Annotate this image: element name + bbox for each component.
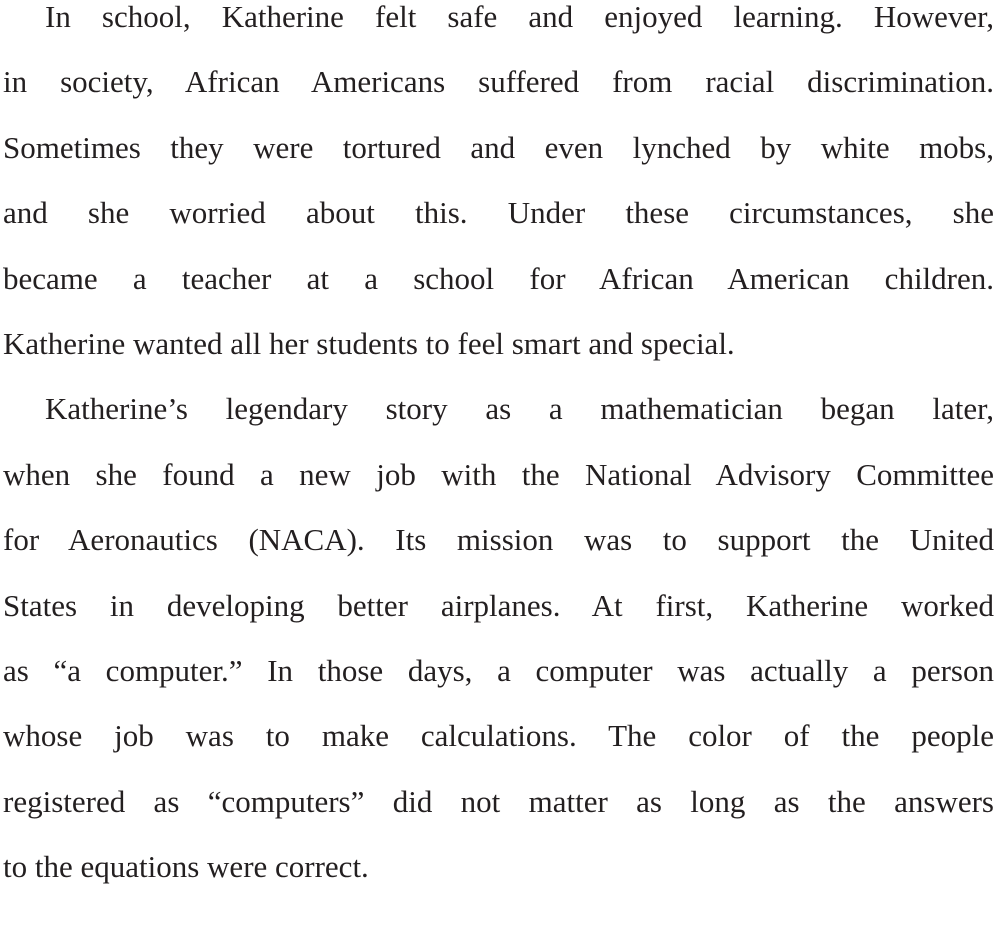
text-line: as “a computer.” In those days, a computer was actually a person — [3, 652, 994, 688]
text-line: and she worried about this. Under these circumstances, she — [3, 195, 994, 231]
text-line: In school, Katherine felt safe and enjoyed learning. However, — [45, 0, 994, 34]
text-line: when she found a new job with the National Advisory Committee — [3, 456, 994, 492]
text-line: States in developing better airplanes. At first, Katherine worked — [3, 587, 994, 623]
paragraph-2 — [3, 392, 994, 915]
text-line: whose job was to make calculations. The color of the people — [3, 718, 994, 754]
document-page — [3, 0, 994, 915]
text-line: to the equations were correct. — [3, 849, 369, 885]
text-line: became a teacher at a school for African American children. — [3, 260, 994, 296]
text-line: for Aeronautics (NACA). Its mission was to support the United — [3, 522, 994, 558]
text-line: registered as “computers” did not matter as long as the answers — [3, 783, 994, 819]
text-line: Katherine’s legendary story as a mathematician began later, — [45, 391, 994, 427]
text-line: Katherine wanted all her students to feel smart and special. — [3, 325, 735, 361]
paragraph-1 — [3, 0, 994, 392]
text-line: in society, African Americans suffered from racial discrimination. — [3, 64, 994, 100]
text-line: Sometimes they were tortured and even lynched by white mobs, — [3, 129, 994, 165]
